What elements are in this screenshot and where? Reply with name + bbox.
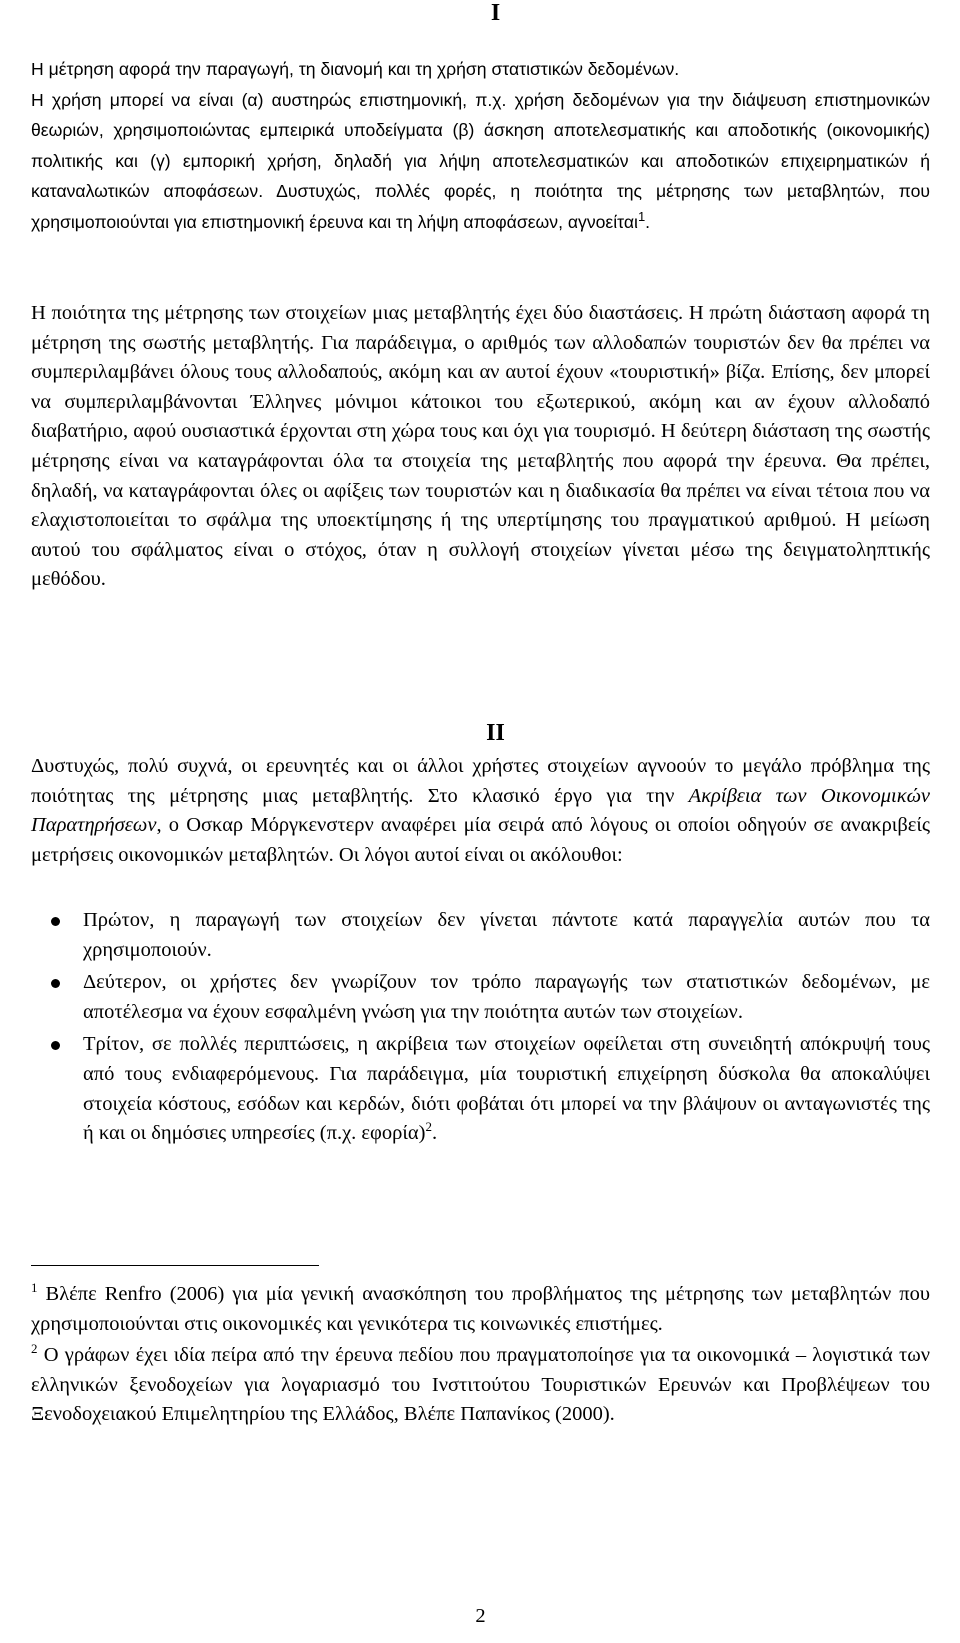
section-heading-1: I xyxy=(490,0,501,26)
section-heading-2: II xyxy=(486,720,505,746)
section1-paragraph-b: Η ποιότητα της μέτρησης των στοιχείων μιας μεταβλητής έχει δύο διαστάσεις. Η πρώτη διάσταση αφορά τη μέτρηση της σωστής μεταβλητής. Για παράδειγμα, ο αριθμός των αλλοδαπών τουριστών δεν θα πρέπει να συμπεριλαμβάνει όλους τους αλλοδαπούς, ακόμη και αν αυτοί έχουν «τουριστική» βίζα. Επίσης, δεν μπορεί να συμπεριλαμβάνονται Έλληνες μόνιμοι κάτοικοι του εξωτερικού, ακόμη και αν έχουν αλλοδαπό διαβατήριο, αφού ουσιαστικά έρχονται στη χώρα τους και όχι για τουρισμό. Η δεύτερη διάσταση της σωστής μέτρησης είναι να καταγράφονται όλα τα στοιχεία της μεταβλητής που αφορά την έρευνα. Θα πρέπει, δηλαδή, να καταγράφονται όλες οι αφίξεις των τουριστών και η διαδικασία θα πρέπει να είναι τέτοια που να ελαχιστοποιείται το σφάλμα της υποεκτίμησης ή της υπερτίμησης του πραγματικού αριθμού. Η μείωση αυτού του σφάλματος είναι ο στόχος, όταν η συλλογή στοιχείων γίνεται μέσω της δειγματοληπτικής μεθόδου. xyxy=(31,302,930,591)
footnote-separator xyxy=(31,1265,319,1266)
bullet-text-1: Πρώτον, η παραγωγή των στοιχείων δεν γίνεται πάντοτε κατά παραγγελία αυτών που τα χρησιμοποιούν. xyxy=(83,909,930,961)
footnote-1 xyxy=(31,1280,930,1339)
section1-para-a-rest: Η χρήση μπορεί να είναι (α) αυστηρώς επιστημονική, π.χ. χρήση δεδομένων για την διάψευση επιστημονικών θεωριών, χρησιμοποιώντας εμπειρικά υποδείγματα (β) άσκηση αποτελεσματικής και αποδοτικής (οικονομικής) πολιτικής και (γ) εμπορική χρήση, δηλαδή για λήψη αποτελεσματικών και αποδοτικών επιχειρηματικών ή καταναλωτικών αποφάσεων. xyxy=(31,89,930,201)
footnote-2 xyxy=(31,1341,930,1430)
section1-paragraph-a xyxy=(31,54,930,237)
section2-intro-after: , ο Οσκαρ Μόργκενστερν αναφέρει μία σειρά από λόγους οι οποίοι οδηγούν σε ανακριβείς μετρήσεις οικονομικών μεταβλητών. Οι λόγοι αυτοί είναι οι ακόλουθοι: xyxy=(31,814,930,866)
list-item xyxy=(73,968,930,1027)
footnote-ref-1[interactable]: 1 xyxy=(637,208,646,224)
list-item xyxy=(73,1030,930,1148)
section2-intro-before: Δυστυχώς, πολύ συχνά, οι ερευνητές και οι άλλοι χρήστες στοιχείων αγνοούν το μεγάλο πρόβλημα της ποιότητας της μέτρησης μιας μεταβλητής. Στο κλασικό έργο για την xyxy=(31,755,930,807)
footnote-number-1: 1 xyxy=(31,1280,38,1296)
section1-para-a-cont: Δυστυχώς, πολλές φορές, η ποιότητα της μέτρησης των μεταβλητών, που χρησιμοποιούνται για επιστημονική έρευνα και τη λήψη αποφάσεων, αγνοείται xyxy=(31,181,930,232)
footnote-number-2: 2 xyxy=(31,1341,38,1357)
section1-para-a-line1: Η μέτρηση αφορά την παραγωγή, τη διανομή και τη χρήση στατιστικών δεδομένων. xyxy=(31,59,680,79)
list-item xyxy=(73,906,930,965)
bullet-text-3: Τρίτον, σε πολλές περιπτώσεις, η ακρίβεια των στοιχείων οφείλεται στη συνειδητή απόκρυψή τους από τους ενδιαφερόμενους. Για παράδειγμα, μία τουριστική επιχείρηση δύσκολα θα αποκαλύψει στοιχεία κόστους, εσόδων και κερδών, διότι φοβάται ότι μπορεί να την βλάψουν οι ανταγωνιστές της ή και οι δημόσιες υπηρεσίες (π.χ. εφορία) xyxy=(83,1033,930,1145)
bullet-text-2: Δεύτερον, οι χρήστες δεν γνωρίζουν τον τρόπο παραγωγής των στατιστικών δεδομένων, με αποτέλεσμα να έχουν εσφαλμένη γνώση για την ποιότητα αυτών των στοιχείων. xyxy=(83,971,930,1023)
section1-para-a-end: . xyxy=(645,211,651,232)
reasons-list xyxy=(73,906,930,1152)
bullet-3-end: . xyxy=(431,1122,438,1145)
footnote-text-2: Ο γράφων έχει ιδία πείρα από την έρευνα πεδίου που πραγματοποίησε για τα οικονομικά – λογιστικά των ελληνικών ξενοδοχείων για λογαριασμό του Ινστιτούτου Τουριστικών Ερευνών και Προβλέψεων του Ξενοδοχειακού Επιμελητηρίου της Ελλάδος, Βλέπε Παπανίκος (2000). xyxy=(31,1344,930,1426)
book-title: Ακρίβεια των Οικονομικών Παρατηρήσεων xyxy=(31,784,930,837)
footnote-ref-2[interactable]: 2 xyxy=(425,1119,432,1135)
footnotes xyxy=(31,1280,930,1432)
footnote-text-1: Βλέπε Renfro (2006) για μία γενική ανασκόπηση του προβλήματος της μέτρησης των μεταβλητών που χρησιμοποιούνται στις οικονομικές και γενικότερα τις κοινωνικές επιστήμες. xyxy=(31,1283,930,1335)
page-number: 2 xyxy=(475,1605,486,1627)
section2-intro xyxy=(31,752,930,870)
